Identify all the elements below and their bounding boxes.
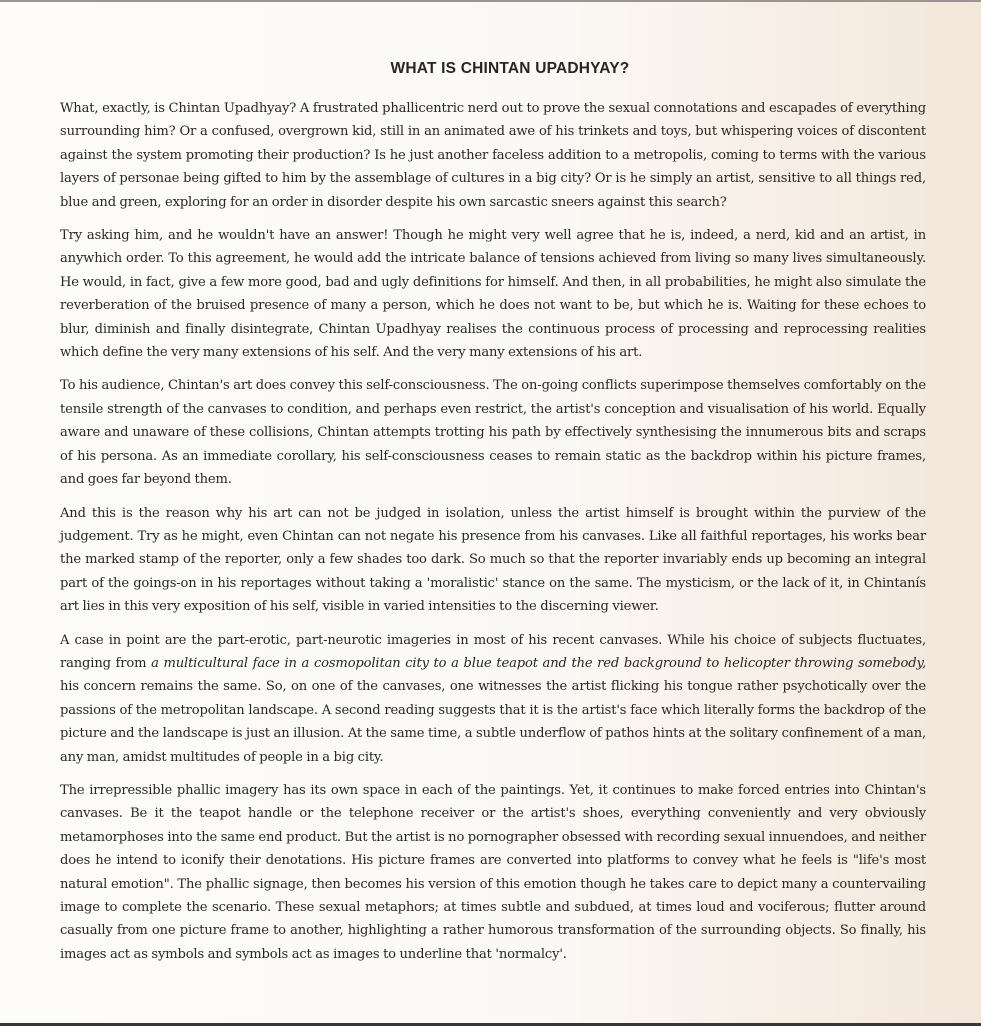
paragraph-5 bbox=[60, 629, 926, 769]
paragraph-5-italic-phrase: a multicultural face in a cosmopolitan city to a blue teapot and the red background to helicopter throwing somebody, bbox=[151, 655, 926, 671]
paragraph-2: Try asking him, and he wouldn't have an answer! Though he might very well agree that he is, indeed, a nerd, kid and an artist, in anywhich order. To this agreement, he would add the intricate balance of tensions achieved from living so many lives simultaneously. He would, in fact, give a few more good, bad and ugly definitions for himself. And then, in all probabilities, he might also simulate the reverberation of the bruised presence of many a person, which he does not want to be, but which he is. Waiting for these echoes to blur, diminish and finally disintegrate, Chintan Upadhyay realises the continuous process of processing and reprocessing realities which define the very many extensions of his self. And the very many extensions of his art. bbox=[60, 228, 926, 361]
paragraph-1: What, exactly, is Chintan Upadhyay? A frustrated phallicentric nerd out to prove the sexual connotations and escapades of everything surrounding him? Or a confused, overgrown kid, still in an animated awe of his trinkets and toys, but whispering voices of discontent against the system promoting their production? Is he just another faceless addition to a metropolis, coming to terms with the various layers of personae being gifted to him by the assemblage of cultures in a big city? Or is he simply an artist, sensitive to all things red, blue and green, exploring for an order in disorder despite his own sarcastic sneers against this search? bbox=[60, 101, 926, 210]
page-title: WHAT IS CHINTAN UPADHYAY? bbox=[390, 60, 630, 77]
paragraph-4: And this is the reason why his art can not be judged in isolation, unless the artist himself is brought within the purview of the judgement. Try as he might, even Chintan can not negate his presence from his canvases. Like all faithful reportages, his works bear the marked stamp of the reporter, only a few shades too dark. So much so that the reporter invariably ends up becoming an integral part of the goings-on in his reportages without taking a 'moralistic' stance on the same. The mysticism, or the lack of it, in Chintanís art lies in this very exposition of his self, visible in varied intensities to the discerning viewer. bbox=[60, 505, 926, 615]
article-body bbox=[60, 97, 926, 976]
paragraph-6: The irrepressible phallic imagery has its own space in each of the paintings. Yet, it continues to make forced entries into Chintan's canvases. Be it the teapot handle or the telephone receiver or the artist's shoes, everything conveniently and very obviously metamorphoses into the same end product. But the artist is no pornographer obsessed with recording sexual innuendoes, and neither does he intend to iconify their denotations. His picture frames are converted into platforms to convey what he feels is "life's most natural emotion". The phallic signage, then becomes his version of this emotion though he takes care to depict many a countervailing image to complete the scenario. These sexual metaphors; at times subtle and subdued, at times loud and vociferous; flutter around casually from one picture frame to another, highlighting a rather humorous transformation of the surrounding objects. So finally, his images act as symbols and symbols act as images to underline that 'normalcy'. bbox=[60, 782, 926, 962]
paragraph-5-rest: his concern remains the same. So, on one of the canvases, one witnesses the artist flicking his tongue rather psychotically over the passions of the metropolitan landscape. A second reading suggests that it is the artist's face which literally forms the backdrop of the picture and the landscape is just an illusion. At the same time, a subtle underflow of pathos hints at the solitary confinement of a man, any man, amidst multitudes of people in a big city. bbox=[60, 679, 926, 765]
paragraph-5-lead: A case in point are the part-erotic, part-neurotic imageries in most of his recent canvases. While his choice of subjects fluctuates, ranging from bbox=[60, 632, 926, 671]
paragraph-3: To his audience, Chintan's art does convey this self-consciousness. The on-going conflicts superimpose themselves comfortably on the tensile strength of the canvases to condition, and perhaps even restrict, the artist's conception and visualisation of his world. Equally aware and unaware of these collisions, Chintan attempts trotting his path by effectively synthesising the innumerous bits and scraps of his persona. As an immediate corollary, his self-consciousness ceases to remain static as the backdrop within his picture frames, and goes far beyond them. bbox=[60, 378, 926, 488]
